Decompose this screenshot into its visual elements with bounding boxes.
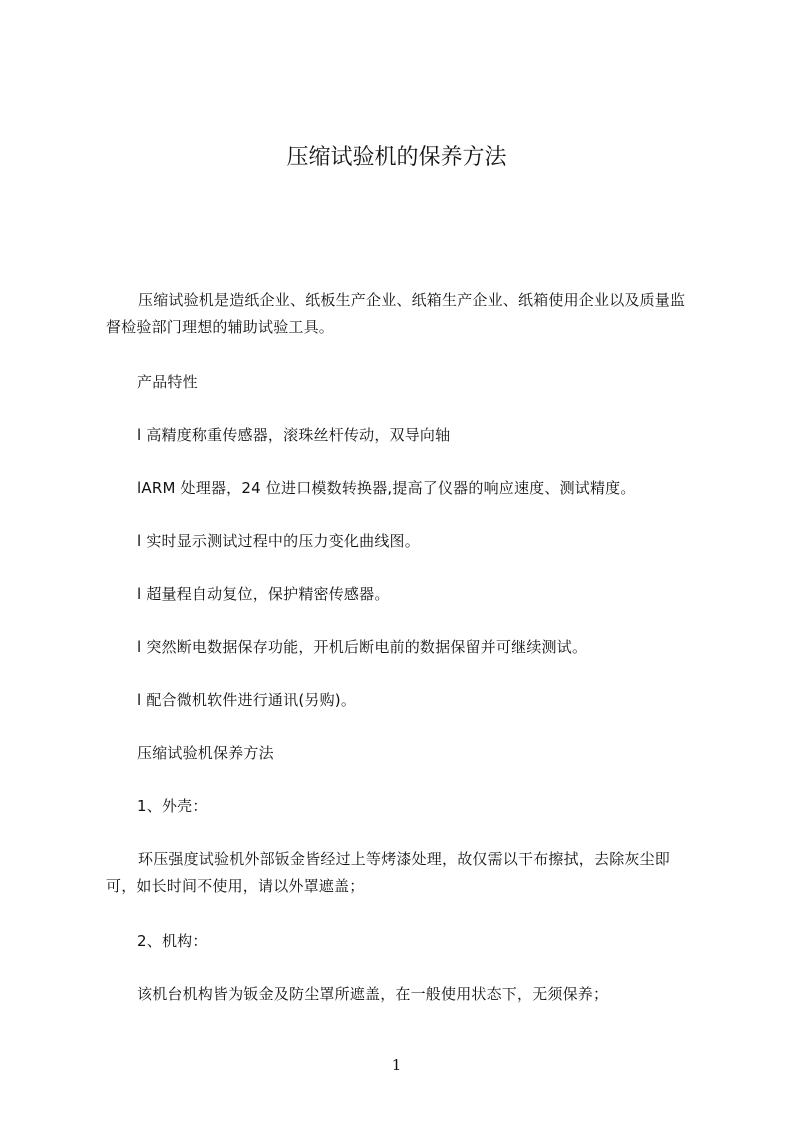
features-heading: 产品特性 (137, 373, 198, 391)
page-number: 1 (391, 1056, 402, 1074)
maintenance-heading: 压缩试验机保养方法 (137, 744, 274, 762)
document-title: 压缩试验机的保养方法 (286, 145, 507, 170)
section-2-heading: 2、机构： (137, 932, 208, 950)
feature-item: l 实时显示测试过程中的压力变化曲线图。 (137, 532, 420, 550)
feature-item: l 配合微机软件进行通讯(另购)。 (137, 691, 357, 709)
feature-item: l 高精度称重传感器，滚珠丝杆传动，双导向轴 (137, 426, 451, 444)
feature-item: lARM 处理器，24 位进口模数转换器,提高了仪器的响应速度、测试精度。 (137, 479, 636, 497)
feature-item: l 突然断电数据保存功能，开机后断电前的数据保留并可继续测试。 (137, 638, 588, 656)
section-2-paragraph: 该机台机构皆为钣金及防尘罩所遮盖，在一般使用状态下，无须保养； (137, 985, 609, 1003)
section-1-heading: 1、外壳： (137, 797, 208, 815)
intro-paragraph: 压缩试验机是造纸企业、纸板生产企业、纸箱生产企业、纸箱使用企业以及质量监督检验部门理想的辅助试验工具。 (106, 291, 686, 336)
feature-item: l 超量程自动复位，保护精密传感器。 (137, 585, 390, 603)
section-1-paragraph: 环压强度试验机外部钣金皆经过上等烤漆处理，故仅需以干布擦拭，去除灰尘即可，如长时间不使用，请以外罩遮盖； (106, 850, 671, 895)
